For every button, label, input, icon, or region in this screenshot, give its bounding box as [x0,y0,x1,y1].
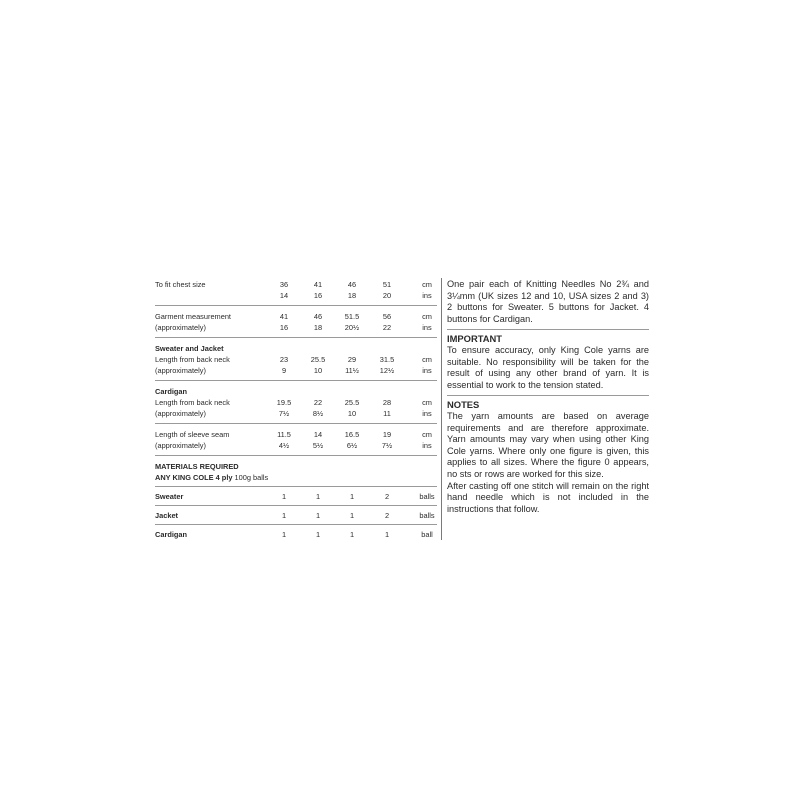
approx-label: (approximately) [155,409,206,418]
unit-ball: ball [421,530,433,539]
table-cell: 16.5 [344,430,360,439]
table-cell: 41 [279,312,289,321]
measurements-table [155,279,435,543]
unit-ins: ins [422,291,432,300]
needles-text: One pair each of Knitting Needles No 2¾ and 3¼mm (UK sizes 12 and 10, USA sizes 2 and 3) 2 buttons for Sweater. 5 buttons for Jacket. 4 buttons for Cardigan. [447,279,649,324]
unit-ins: ins [422,323,432,332]
yarn-row-cardigan [155,525,435,543]
sleeve-label: Length of sleeve seam [155,430,230,439]
table-cell: 12½ [379,366,395,375]
garment-label: Garment measurement [155,312,231,321]
table-cell: 28 [382,398,392,407]
table-cell: 18 [347,291,357,300]
divider [155,455,437,456]
table-cell: 25.5 [310,355,326,364]
sleeve-ins-row [155,440,435,451]
table-cell: 29 [347,355,357,364]
length-label: Length from back neck [155,355,230,364]
table-cell: 8½ [312,409,324,418]
chest-label: To fit chest size [155,280,206,289]
table-cell: 14 [313,430,323,439]
table-cell: 10 [313,366,323,375]
table-cell: 19.5 [276,398,292,407]
table-cell: 22 [382,323,392,332]
unit-cm: cm [422,355,432,364]
notes-column [447,279,649,515]
approx-label: (approximately) [155,366,206,375]
chest-ins-row [155,290,435,301]
table-cell: 2 [384,492,390,501]
unit-cm: cm [422,280,432,289]
approx-label: (approximately) [155,323,206,332]
yarn-row-jacket [155,506,435,524]
cardigan-cm-row [155,397,435,408]
table-cell: 5½ [312,441,324,450]
notes-heading: NOTES [447,399,480,411]
column-divider [441,278,442,540]
unit-ins: ins [422,366,432,375]
divider [155,380,437,381]
table-cell: 1 [349,530,355,539]
table-cell: 1 [349,511,355,520]
table-cell: 1 [349,492,355,501]
table-cell: 7½ [278,409,290,418]
yarn-row-sweater [155,487,435,505]
table-cell: 11½ [345,366,359,375]
unit-ins: ins [422,409,432,418]
unit-balls: balls [419,511,435,520]
table-cell: 56 [382,312,392,321]
table-cell: 1 [281,492,287,501]
divider [447,395,649,396]
table-cell: 23 [279,355,289,364]
approx-label: (approximately) [155,441,206,450]
table-cell: 20 [382,291,392,300]
table-cell: 41 [313,280,323,289]
table-cell: 1 [315,530,321,539]
garment-cm-row [155,311,435,322]
table-cell: 11 [383,409,391,418]
table-cell: 36 [279,280,289,289]
important-text: To ensure accuracy, only King Cole yarns are suitable. No responsibility will be taken for the result of using any other brand of yarn. It is essential to work to the tension stated. [447,344,649,390]
table-cell: 14 [279,291,289,300]
table-cell: 46 [347,280,357,289]
divider [447,329,649,330]
yarn-name: ANY KING COLE 4 ply [155,473,233,482]
table-cell: 22 [313,398,323,407]
divider [155,305,437,306]
table-cell: 7½ [381,441,393,450]
divider [155,337,437,338]
unit-balls: balls [419,492,435,501]
table-cell: 6½ [346,441,358,450]
materials-yarn [155,472,435,483]
garment-name: Cardigan [155,530,188,539]
table-cell: 18 [313,323,323,332]
unit-cm: cm [422,398,432,407]
unit-cm: cm [422,430,432,439]
sweater-jacket-cm-row [155,354,435,365]
table-cell: 51 [382,280,392,289]
table-cell: 51.5 [344,312,360,321]
sweater-jacket-heading: Sweater and Jacket [155,344,224,353]
table-cell: 19 [382,430,392,439]
materials-title: MATERIALS REQUIRED [155,462,239,471]
length-label: Length from back neck [155,398,230,407]
table-cell: 1 [281,511,287,520]
unit-ins: ins [422,441,432,450]
chest-cm-row [155,279,435,290]
table-cell: 46 [313,312,323,321]
unit-cm: cm [422,312,432,321]
table-cell: 1 [315,492,321,501]
table-cell: 11.5 [277,430,291,439]
table-cell: 2 [384,511,390,520]
yarn-weight: 100g balls [232,473,269,482]
table-cell: 16 [313,291,323,300]
table-cell: 1 [315,511,321,520]
table-cell: 20½ [344,323,360,332]
table-cell: 31.5 [379,355,395,364]
important-heading: IMPORTANT [447,333,503,345]
garment-ins-row [155,322,435,333]
garment-name: Jacket [155,511,179,520]
table-cell: 1 [281,530,287,539]
cardigan-heading: Cardigan [155,387,188,396]
garment-name: Sweater [155,492,184,501]
notes-text-casting-off: After casting off one stitch will remain on the right hand needle which is not included in the instructions that follow. [447,480,649,514]
sleeve-cm-row [155,429,435,440]
divider [155,423,437,424]
notes-text: The yarn amounts are based on average requirements and are therefore approximate. Yarn amounts may vary when using other King Cole yarns. Where only one figure is given, this applies to all sizes. Where the figure 0 appears, no sts or rows are worked for this size. [447,410,649,479]
table-cell: 25.5 [344,398,360,407]
cardigan-ins-row [155,408,435,419]
table-cell: 1 [384,530,390,539]
sweater-jacket-ins-row [155,365,435,376]
table-cell: 9 [281,366,287,375]
table-cell: 16 [279,323,289,332]
table-cell: 10 [347,409,357,418]
table-cell: 4½ [278,441,290,450]
